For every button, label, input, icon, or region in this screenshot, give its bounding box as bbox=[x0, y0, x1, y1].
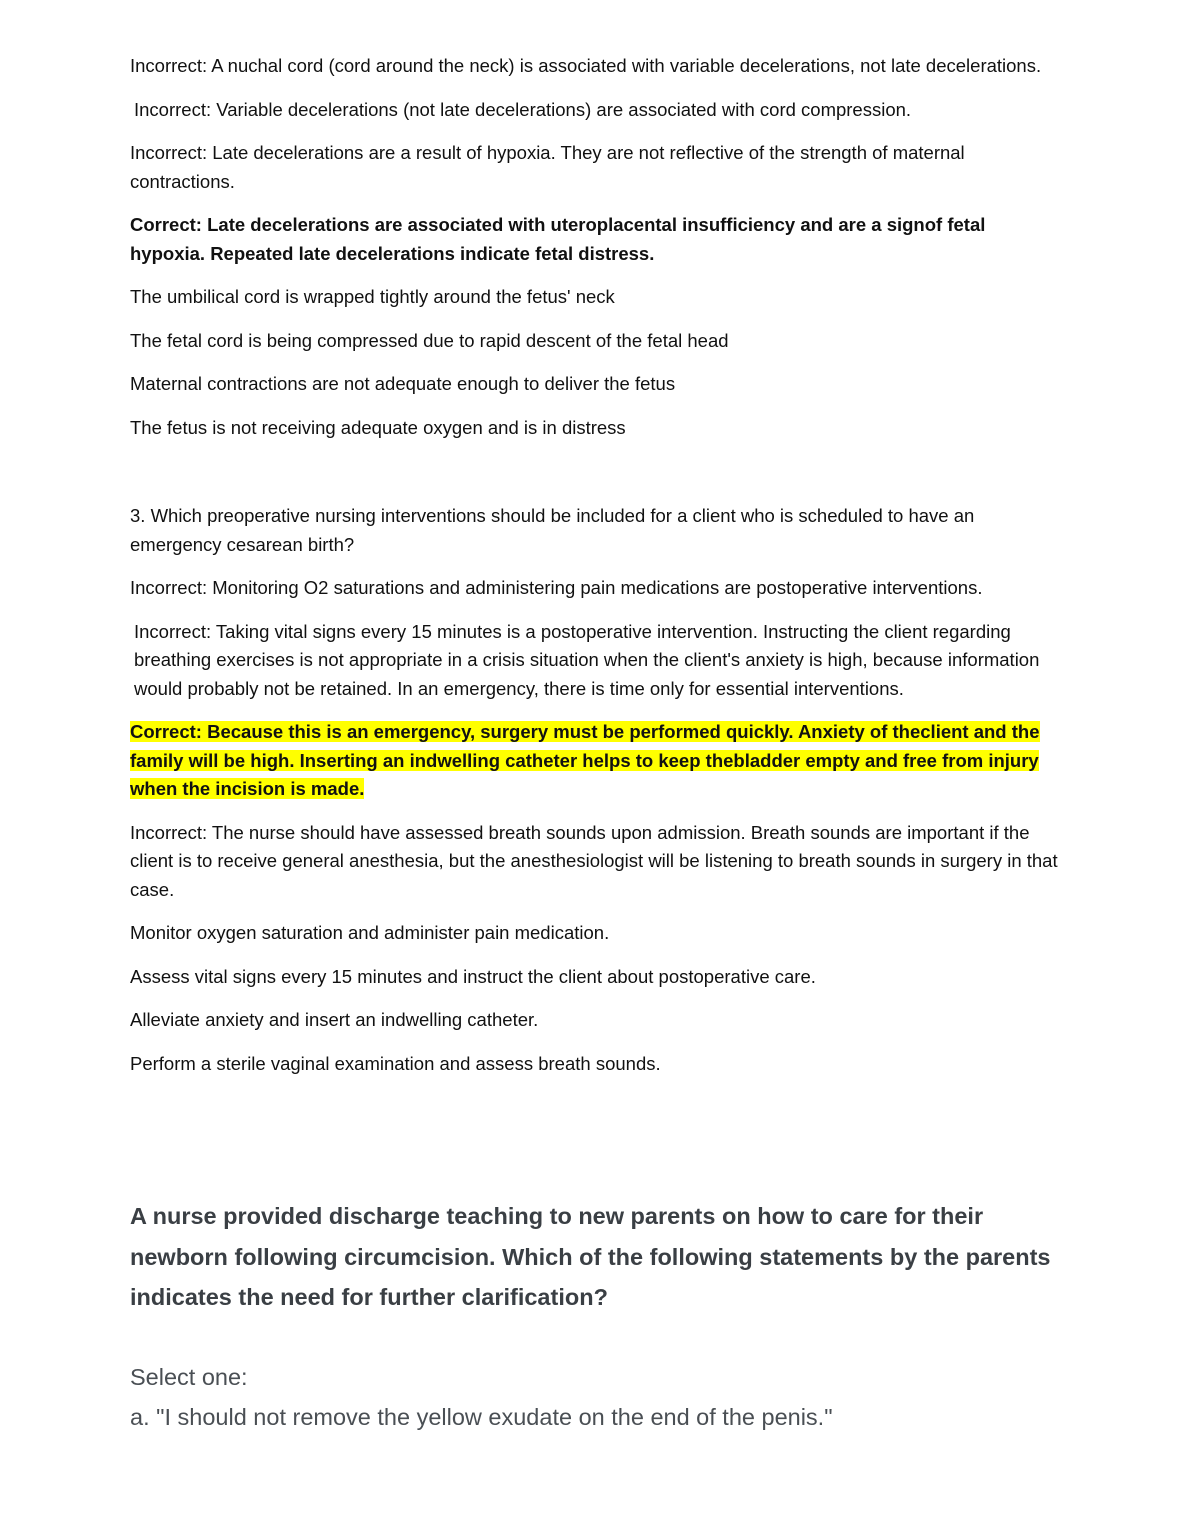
q3-question: 3. Which preoperative nursing interventions should be included for a client who is scheduled to have an emergency cesarean birth? bbox=[130, 505, 975, 555]
q3-option-1: Monitor oxygen saturation and administer pain medication. bbox=[130, 922, 610, 943]
document-body bbox=[130, 52, 1065, 1093]
q3-option-3: Alleviate anxiety and insert an indwelling catheter. bbox=[130, 1009, 539, 1030]
q2-rationale-incorrect-3: Incorrect: Late decelerations are a result of hypoxia. They are not reflective of the strength of maternal contractions. bbox=[130, 142, 965, 192]
q2-option-4: The fetus is not receiving adequate oxygen and is in distress bbox=[130, 416, 626, 438]
q2-option-3: Maternal contractions are not adequate enough to deliver the fetus bbox=[130, 373, 676, 394]
q3-rationale-incorrect-1: Incorrect: Monitoring O2 saturations and administering pain medications are postoperative interventions. bbox=[130, 577, 983, 598]
q3-option-2: Assess vital signs every 15 minutes and instruct the client about postoperative care. bbox=[130, 965, 816, 987]
select-one-label: Select one: bbox=[130, 1364, 248, 1390]
q2-rationale-incorrect-2: Incorrect: Variable decelerations (not late decelerations) are associated with cord compression. bbox=[134, 98, 912, 120]
q4-question-heading: A nurse provided discharge teaching to new parents on how to care for their newborn following circumcision. Which of the following statements by the parents indicates the need for further clarification? bbox=[130, 1203, 1051, 1310]
q3-correct-highlight: Correct: Because this is an emergency, surgery must be performed quickly. Anxiety of theclient and the family will be high. Inserting an indwelling catheter helps to keep thebladder empty and free from injury when the incision is made. bbox=[130, 721, 1040, 799]
q4-option-a[interactable]: a. "I should not remove the yellow exudate on the end of the penis." bbox=[130, 1404, 833, 1430]
q2-option-1: The umbilical cord is wrapped tightly around the fetus' neck bbox=[130, 286, 615, 307]
q2-rationale-correct: Correct: Late decelerations are associated with uteroplacental insufficiency and are a signof fetal hypoxia. Repeated late decelerations indicate fetal distress. bbox=[130, 214, 986, 264]
q2-option-2: The fetal cord is being compressed due to rapid descent of the fetal head bbox=[130, 329, 729, 351]
q3-option-4: Perform a sterile vaginal examination and assess breath sounds. bbox=[130, 1052, 661, 1074]
q3-rationale-incorrect-3: Incorrect: The nurse should have assessed breath sounds upon admission. Breath sounds are important if the client is to receive general anesthesia, but the anesthesiologist will be listening to breath sounds in surgery in that case. bbox=[130, 821, 1058, 900]
q3-rationale-correct bbox=[130, 718, 1065, 804]
q3-rationale-incorrect-2: Incorrect: Taking vital signs every 15 minutes is a postoperative intervention. Instructing the client regarding breathing exercises is not appropriate in a crisis situation when the client's anxiety is high, because information would probably not be retained. In an emergency, there is time only for essential interventions. bbox=[134, 620, 1040, 699]
q2-rationale-incorrect-1: Incorrect: A nuchal cord (cord around the neck) is associated with variable decelerations, not late decelerations. bbox=[130, 55, 1042, 76]
